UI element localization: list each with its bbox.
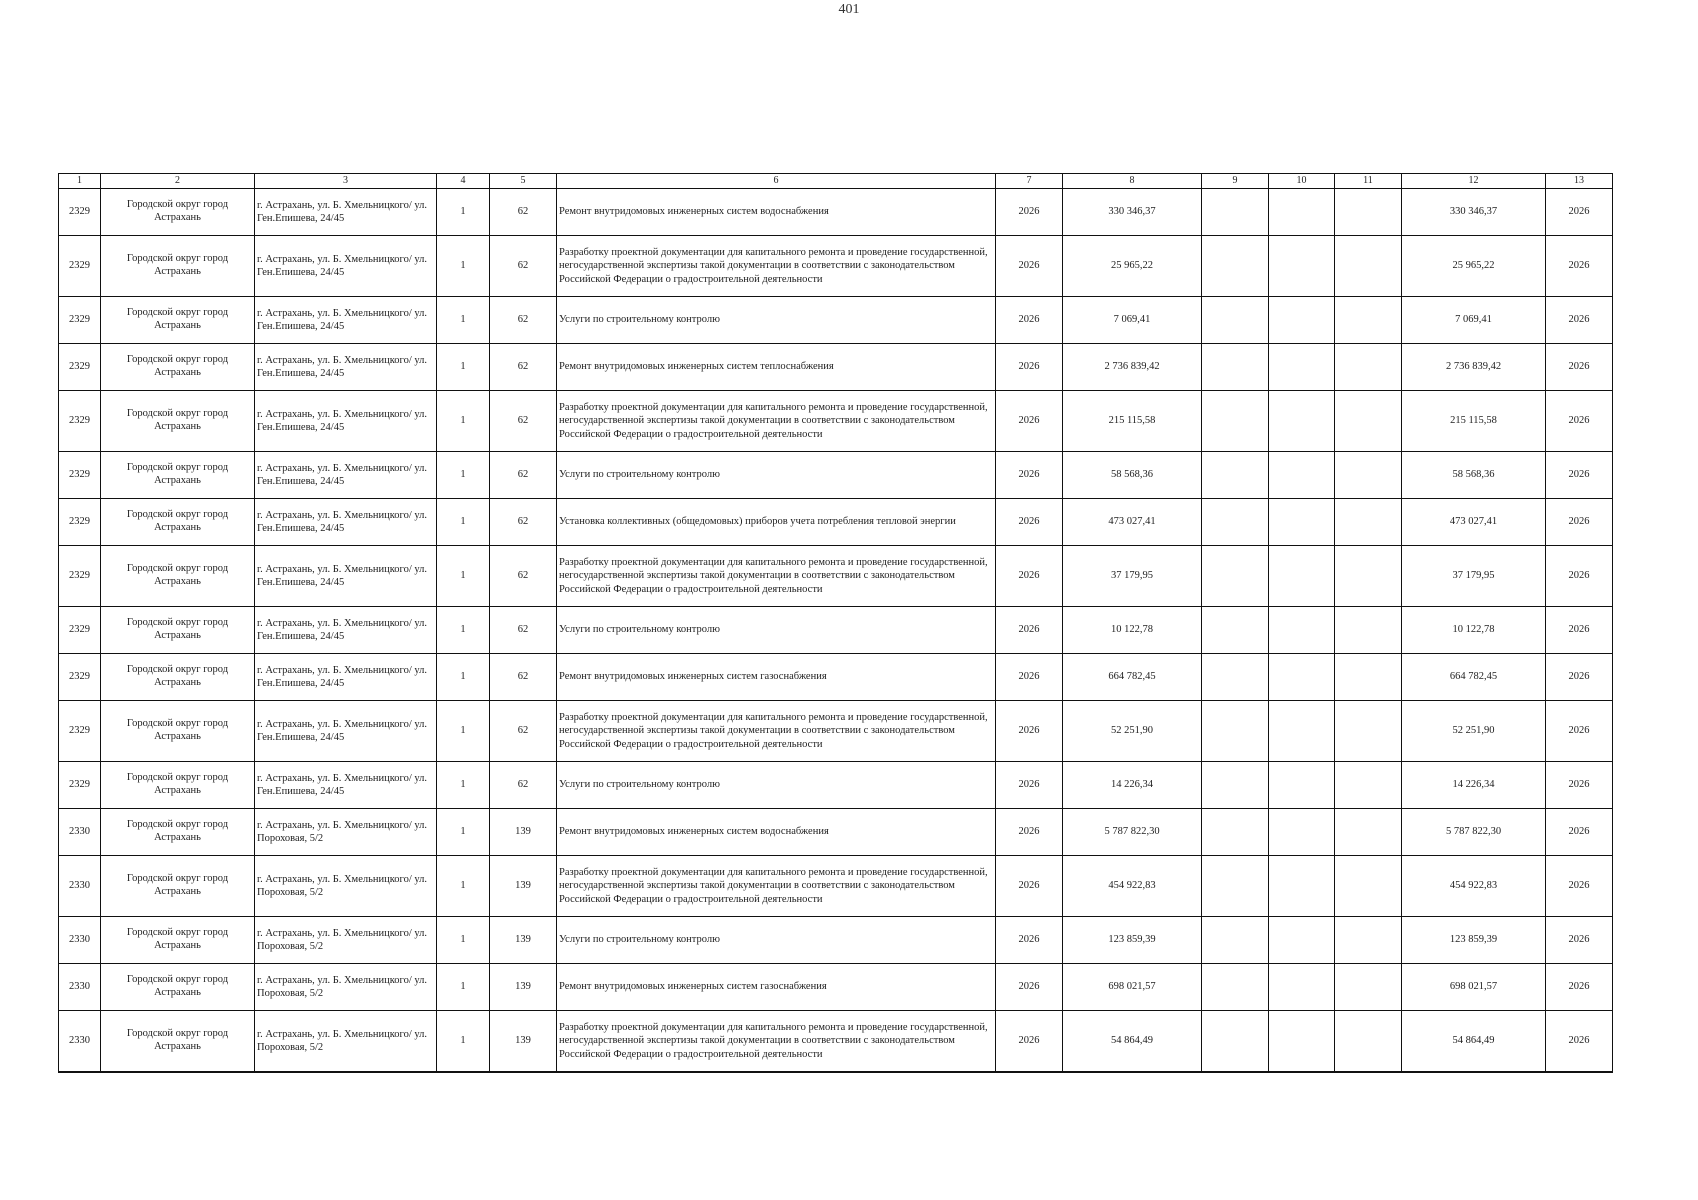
total-amount-cell: 10 122,78 (1402, 607, 1546, 654)
completion-year-cell: 2026 (1546, 607, 1613, 654)
empty-cell (1335, 762, 1402, 809)
table-row (59, 809, 1613, 856)
row-number-cell: 2330 (59, 964, 101, 1011)
empty-cell (1269, 236, 1335, 297)
empty-cell (1269, 607, 1335, 654)
year-cell: 2026 (996, 964, 1063, 1011)
total-amount-cell: 330 346,37 (1402, 189, 1546, 236)
address-cell: г. Астрахань, ул. Б. Хмельницкого/ ул. Ген.Епишева, 24/45 (255, 452, 437, 499)
table-row (59, 654, 1613, 701)
empty-cell (1335, 236, 1402, 297)
work-type-cell: Услуги по строительному контролю (557, 297, 996, 344)
apartment-count-cell: 62 (490, 236, 557, 297)
table-row (59, 546, 1613, 607)
address-cell: г. Астрахань, ул. Б. Хмельницкого/ ул. Пороховая, 5/2 (255, 1011, 437, 1073)
year-cell: 2026 (996, 917, 1063, 964)
entrance-count-cell: 1 (437, 297, 490, 344)
municipality-cell: Городской округ город Астрахань (101, 344, 255, 391)
empty-cell (1335, 546, 1402, 607)
empty-cell (1202, 297, 1269, 344)
work-type-cell: Услуги по строительному контролю (557, 917, 996, 964)
empty-cell (1269, 546, 1335, 607)
row-number-cell: 2329 (59, 701, 101, 762)
work-type-cell: Ремонт внутридомовых инженерных систем водоснабжения (557, 189, 996, 236)
empty-cell (1335, 452, 1402, 499)
amount-cell: 7 069,41 (1063, 297, 1202, 344)
empty-cell (1202, 856, 1269, 917)
work-type-cell: Ремонт внутридомовых инженерных систем газоснабжения (557, 964, 996, 1011)
table-row (59, 452, 1613, 499)
empty-cell (1202, 607, 1269, 654)
column-header: 10 (1269, 174, 1335, 189)
work-type-cell: Услуги по строительному контролю (557, 762, 996, 809)
year-cell: 2026 (996, 452, 1063, 499)
year-cell: 2026 (996, 701, 1063, 762)
total-amount-cell: 58 568,36 (1402, 452, 1546, 499)
row-number-cell: 2329 (59, 297, 101, 344)
municipality-cell: Городской округ город Астрахань (101, 452, 255, 499)
work-type-cell: Ремонт внутридомовых инженерных систем водоснабжения (557, 809, 996, 856)
row-number-cell: 2330 (59, 1011, 101, 1073)
address-cell: г. Астрахань, ул. Б. Хмельницкого/ ул. Ген.Епишева, 24/45 (255, 189, 437, 236)
apartment-count-cell: 62 (490, 546, 557, 607)
municipality-cell: Городской округ город Астрахань (101, 607, 255, 654)
table-row (59, 762, 1613, 809)
row-number-cell: 2329 (59, 391, 101, 452)
total-amount-cell: 2 736 839,42 (1402, 344, 1546, 391)
year-cell: 2026 (996, 607, 1063, 654)
empty-cell (1335, 1011, 1402, 1073)
address-cell: г. Астрахань, ул. Б. Хмельницкого/ ул. Ген.Епишева, 24/45 (255, 391, 437, 452)
apartment-count-cell: 62 (490, 607, 557, 654)
entrance-count-cell: 1 (437, 499, 490, 546)
row-number-cell: 2330 (59, 856, 101, 917)
work-type-cell: Разработку проектной документации для капитального ремонта и проведение государственной, негосударственной экспертизы такой документации в соответствии с законодательством Российской Федерации о градостроительной деятельности (557, 701, 996, 762)
entrance-count-cell: 1 (437, 762, 490, 809)
empty-cell (1335, 344, 1402, 391)
empty-cell (1202, 236, 1269, 297)
empty-cell (1202, 452, 1269, 499)
empty-cell (1202, 391, 1269, 452)
column-header: 7 (996, 174, 1063, 189)
entrance-count-cell: 1 (437, 809, 490, 856)
column-header: 12 (1402, 174, 1546, 189)
entrance-count-cell: 1 (437, 964, 490, 1011)
completion-year-cell: 2026 (1546, 391, 1613, 452)
apartment-count-cell: 139 (490, 917, 557, 964)
year-cell: 2026 (996, 236, 1063, 297)
work-type-cell: Услуги по строительному контролю (557, 607, 996, 654)
apartment-count-cell: 62 (490, 344, 557, 391)
completion-year-cell: 2026 (1546, 701, 1613, 762)
total-amount-cell: 698 021,57 (1402, 964, 1546, 1011)
apartment-count-cell: 62 (490, 189, 557, 236)
completion-year-cell: 2026 (1546, 1011, 1613, 1073)
amount-cell: 54 864,49 (1063, 1011, 1202, 1073)
table-body (59, 189, 1613, 1073)
table-row (59, 236, 1613, 297)
apartment-count-cell: 62 (490, 391, 557, 452)
table-row (59, 701, 1613, 762)
amount-cell: 698 021,57 (1063, 964, 1202, 1011)
total-amount-cell: 37 179,95 (1402, 546, 1546, 607)
empty-cell (1202, 964, 1269, 1011)
amount-cell: 10 122,78 (1063, 607, 1202, 654)
entrance-count-cell: 1 (437, 391, 490, 452)
work-type-cell: Разработку проектной документации для капитального ремонта и проведение государственной, негосударственной экспертизы такой документации в соответствии с законодательством Российской Федерации о градостроительной деятельности (557, 236, 996, 297)
amount-cell: 37 179,95 (1063, 546, 1202, 607)
total-amount-cell: 664 782,45 (1402, 654, 1546, 701)
entrance-count-cell: 1 (437, 607, 490, 654)
amount-cell: 215 115,58 (1063, 391, 1202, 452)
column-header: 4 (437, 174, 490, 189)
apartment-count-cell: 139 (490, 856, 557, 917)
municipality-cell: Городской округ город Астрахань (101, 546, 255, 607)
table-row (59, 344, 1613, 391)
table-row (59, 391, 1613, 452)
total-amount-cell: 123 859,39 (1402, 917, 1546, 964)
column-header: 11 (1335, 174, 1402, 189)
empty-cell (1269, 762, 1335, 809)
address-cell: г. Астрахань, ул. Б. Хмельницкого/ ул. Ген.Епишева, 24/45 (255, 236, 437, 297)
entrance-count-cell: 1 (437, 452, 490, 499)
empty-cell (1269, 809, 1335, 856)
empty-cell (1269, 344, 1335, 391)
completion-year-cell: 2026 (1546, 236, 1613, 297)
completion-year-cell: 2026 (1546, 856, 1613, 917)
table-row (59, 856, 1613, 917)
row-number-cell: 2330 (59, 809, 101, 856)
empty-cell (1202, 499, 1269, 546)
work-type-cell: Услуги по строительному контролю (557, 452, 996, 499)
empty-cell (1269, 189, 1335, 236)
apartment-count-cell: 62 (490, 654, 557, 701)
completion-year-cell: 2026 (1546, 189, 1613, 236)
table-row (59, 607, 1613, 654)
address-cell: г. Астрахань, ул. Б. Хмельницкого/ ул. Ген.Епишева, 24/45 (255, 546, 437, 607)
empty-cell (1335, 654, 1402, 701)
address-cell: г. Астрахань, ул. Б. Хмельницкого/ ул. Пороховая, 5/2 (255, 809, 437, 856)
municipality-cell: Городской округ город Астрахань (101, 236, 255, 297)
work-type-cell: Установка коллективных (общедомовых) приборов учета потребления тепловой энергии (557, 499, 996, 546)
empty-cell (1269, 499, 1335, 546)
column-header: 9 (1202, 174, 1269, 189)
entrance-count-cell: 1 (437, 344, 490, 391)
amount-cell: 14 226,34 (1063, 762, 1202, 809)
empty-cell (1269, 1011, 1335, 1073)
address-cell: г. Астрахань, ул. Б. Хмельницкого/ ул. Ген.Епишева, 24/45 (255, 499, 437, 546)
completion-year-cell: 2026 (1546, 499, 1613, 546)
entrance-count-cell: 1 (437, 701, 490, 762)
completion-year-cell: 2026 (1546, 654, 1613, 701)
empty-cell (1202, 809, 1269, 856)
column-header: 1 (59, 174, 101, 189)
amount-cell: 58 568,36 (1063, 452, 1202, 499)
amount-cell: 5 787 822,30 (1063, 809, 1202, 856)
municipality-cell: Городской округ город Астрахань (101, 189, 255, 236)
empty-cell (1269, 297, 1335, 344)
amount-cell: 330 346,37 (1063, 189, 1202, 236)
municipality-cell: Городской округ город Астрахань (101, 809, 255, 856)
apartment-count-cell: 139 (490, 964, 557, 1011)
municipality-cell: Городской округ город Астрахань (101, 1011, 255, 1073)
completion-year-cell: 2026 (1546, 546, 1613, 607)
row-number-cell: 2329 (59, 762, 101, 809)
empty-cell (1335, 701, 1402, 762)
row-number-cell: 2329 (59, 236, 101, 297)
entrance-count-cell: 1 (437, 236, 490, 297)
entrance-count-cell: 1 (437, 546, 490, 607)
empty-cell (1269, 654, 1335, 701)
municipality-cell: Городской округ город Астрахань (101, 654, 255, 701)
column-header: 2 (101, 174, 255, 189)
work-type-cell: Ремонт внутридомовых инженерных систем теплоснабжения (557, 344, 996, 391)
completion-year-cell: 2026 (1546, 762, 1613, 809)
year-cell: 2026 (996, 1011, 1063, 1073)
year-cell: 2026 (996, 546, 1063, 607)
row-number-cell: 2329 (59, 189, 101, 236)
empty-cell (1335, 297, 1402, 344)
completion-year-cell: 2026 (1546, 344, 1613, 391)
year-cell: 2026 (996, 391, 1063, 452)
address-cell: г. Астрахань, ул. Б. Хмельницкого/ ул. Ген.Епишева, 24/45 (255, 762, 437, 809)
entrance-count-cell: 1 (437, 856, 490, 917)
empty-cell (1335, 856, 1402, 917)
capital-repair-table (58, 173, 1613, 1073)
year-cell: 2026 (996, 297, 1063, 344)
entrance-count-cell: 1 (437, 1011, 490, 1073)
empty-cell (1335, 189, 1402, 236)
empty-cell (1335, 499, 1402, 546)
amount-cell: 473 027,41 (1063, 499, 1202, 546)
year-cell: 2026 (996, 654, 1063, 701)
column-number-row (59, 174, 1613, 189)
total-amount-cell: 5 787 822,30 (1402, 809, 1546, 856)
work-type-cell: Разработку проектной документации для капитального ремонта и проведение государственной, негосударственной экспертизы такой документации в соответствии с законодательством Российской Федерации о градостроительной деятельности (557, 391, 996, 452)
row-number-cell: 2329 (59, 452, 101, 499)
column-header: 5 (490, 174, 557, 189)
entrance-count-cell: 1 (437, 654, 490, 701)
year-cell: 2026 (996, 499, 1063, 546)
work-type-cell: Ремонт внутридомовых инженерных систем газоснабжения (557, 654, 996, 701)
empty-cell (1335, 607, 1402, 654)
completion-year-cell: 2026 (1546, 917, 1613, 964)
empty-cell (1335, 964, 1402, 1011)
work-type-cell: Разработку проектной документации для капитального ремонта и проведение государственной, негосударственной экспертизы такой документации в соответствии с законодательством Российской Федерации о градостроительной деятельности (557, 856, 996, 917)
empty-cell (1269, 856, 1335, 917)
amount-cell: 2 736 839,42 (1063, 344, 1202, 391)
address-cell: г. Астрахань, ул. Б. Хмельницкого/ ул. Ген.Епишева, 24/45 (255, 297, 437, 344)
completion-year-cell: 2026 (1546, 452, 1613, 499)
municipality-cell: Городской округ город Астрахань (101, 964, 255, 1011)
address-cell: г. Астрахань, ул. Б. Хмельницкого/ ул. Пороховая, 5/2 (255, 917, 437, 964)
empty-cell (1202, 762, 1269, 809)
empty-cell (1335, 917, 1402, 964)
row-number-cell: 2329 (59, 546, 101, 607)
address-cell: г. Астрахань, ул. Б. Хмельницкого/ ул. Ген.Епишева, 24/45 (255, 344, 437, 391)
address-cell: г. Астрахань, ул. Б. Хмельницкого/ ул. Ген.Епишева, 24/45 (255, 654, 437, 701)
amount-cell: 52 251,90 (1063, 701, 1202, 762)
table-row (59, 189, 1613, 236)
total-amount-cell: 25 965,22 (1402, 236, 1546, 297)
completion-year-cell: 2026 (1546, 809, 1613, 856)
year-cell: 2026 (996, 762, 1063, 809)
address-cell: г. Астрахань, ул. Б. Хмельницкого/ ул. Пороховая, 5/2 (255, 856, 437, 917)
entrance-count-cell: 1 (437, 917, 490, 964)
year-cell: 2026 (996, 189, 1063, 236)
work-type-cell: Разработку проектной документации для капитального ремонта и проведение государственной, негосударственной экспертизы такой документации в соответствии с законодательством Российской Федерации о градостроительной деятельности (557, 546, 996, 607)
page-number: 401 (838, 2, 860, 17)
municipality-cell: Городской округ город Астрахань (101, 762, 255, 809)
apartment-count-cell: 62 (490, 452, 557, 499)
amount-cell: 664 782,45 (1063, 654, 1202, 701)
completion-year-cell: 2026 (1546, 297, 1613, 344)
address-cell: г. Астрахань, ул. Б. Хмельницкого/ ул. Ген.Епишева, 24/45 (255, 701, 437, 762)
empty-cell (1202, 546, 1269, 607)
empty-cell (1202, 189, 1269, 236)
year-cell: 2026 (996, 856, 1063, 917)
completion-year-cell: 2026 (1546, 964, 1613, 1011)
total-amount-cell: 454 922,83 (1402, 856, 1546, 917)
apartment-count-cell: 62 (490, 297, 557, 344)
empty-cell (1202, 344, 1269, 391)
total-amount-cell: 7 069,41 (1402, 297, 1546, 344)
row-number-cell: 2329 (59, 607, 101, 654)
row-number-cell: 2329 (59, 499, 101, 546)
municipality-cell: Городской округ город Астрахань (101, 391, 255, 452)
empty-cell (1269, 964, 1335, 1011)
row-number-cell: 2329 (59, 654, 101, 701)
column-header: 3 (255, 174, 437, 189)
apartment-count-cell: 62 (490, 762, 557, 809)
empty-cell (1269, 391, 1335, 452)
table-row (59, 499, 1613, 546)
total-amount-cell: 54 864,49 (1402, 1011, 1546, 1073)
total-amount-cell: 52 251,90 (1402, 701, 1546, 762)
work-type-cell: Разработку проектной документации для капитального ремонта и проведение государственной, негосударственной экспертизы такой документации в соответствии с законодательством Российской Федерации о градостроительной деятельности (557, 1011, 996, 1073)
municipality-cell: Городской округ город Астрахань (101, 701, 255, 762)
total-amount-cell: 215 115,58 (1402, 391, 1546, 452)
column-header: 6 (557, 174, 996, 189)
empty-cell (1335, 809, 1402, 856)
address-cell: г. Астрахань, ул. Б. Хмельницкого/ ул. Пороховая, 5/2 (255, 964, 437, 1011)
column-header: 13 (1546, 174, 1613, 189)
row-number-cell: 2330 (59, 917, 101, 964)
municipality-cell: Городской округ город Астрахань (101, 856, 255, 917)
table-row (59, 1011, 1613, 1073)
empty-cell (1269, 452, 1335, 499)
table-row (59, 917, 1613, 964)
column-header: 8 (1063, 174, 1202, 189)
amount-cell: 123 859,39 (1063, 917, 1202, 964)
year-cell: 2026 (996, 809, 1063, 856)
row-number-cell: 2329 (59, 344, 101, 391)
municipality-cell: Городской округ город Астрахань (101, 917, 255, 964)
empty-cell (1269, 917, 1335, 964)
empty-cell (1202, 654, 1269, 701)
year-cell: 2026 (996, 344, 1063, 391)
total-amount-cell: 14 226,34 (1402, 762, 1546, 809)
municipality-cell: Городской округ город Астрахань (101, 499, 255, 546)
amount-cell: 454 922,83 (1063, 856, 1202, 917)
apartment-count-cell: 62 (490, 499, 557, 546)
table-row (59, 297, 1613, 344)
empty-cell (1335, 391, 1402, 452)
total-amount-cell: 473 027,41 (1402, 499, 1546, 546)
empty-cell (1269, 701, 1335, 762)
table-row (59, 964, 1613, 1011)
empty-cell (1202, 1011, 1269, 1073)
empty-cell (1202, 701, 1269, 762)
entrance-count-cell: 1 (437, 189, 490, 236)
address-cell: г. Астрахань, ул. Б. Хмельницкого/ ул. Ген.Епишева, 24/45 (255, 607, 437, 654)
amount-cell: 25 965,22 (1063, 236, 1202, 297)
empty-cell (1202, 917, 1269, 964)
apartment-count-cell: 139 (490, 809, 557, 856)
municipality-cell: Городской округ город Астрахань (101, 297, 255, 344)
apartment-count-cell: 139 (490, 1011, 557, 1073)
apartment-count-cell: 62 (490, 701, 557, 762)
